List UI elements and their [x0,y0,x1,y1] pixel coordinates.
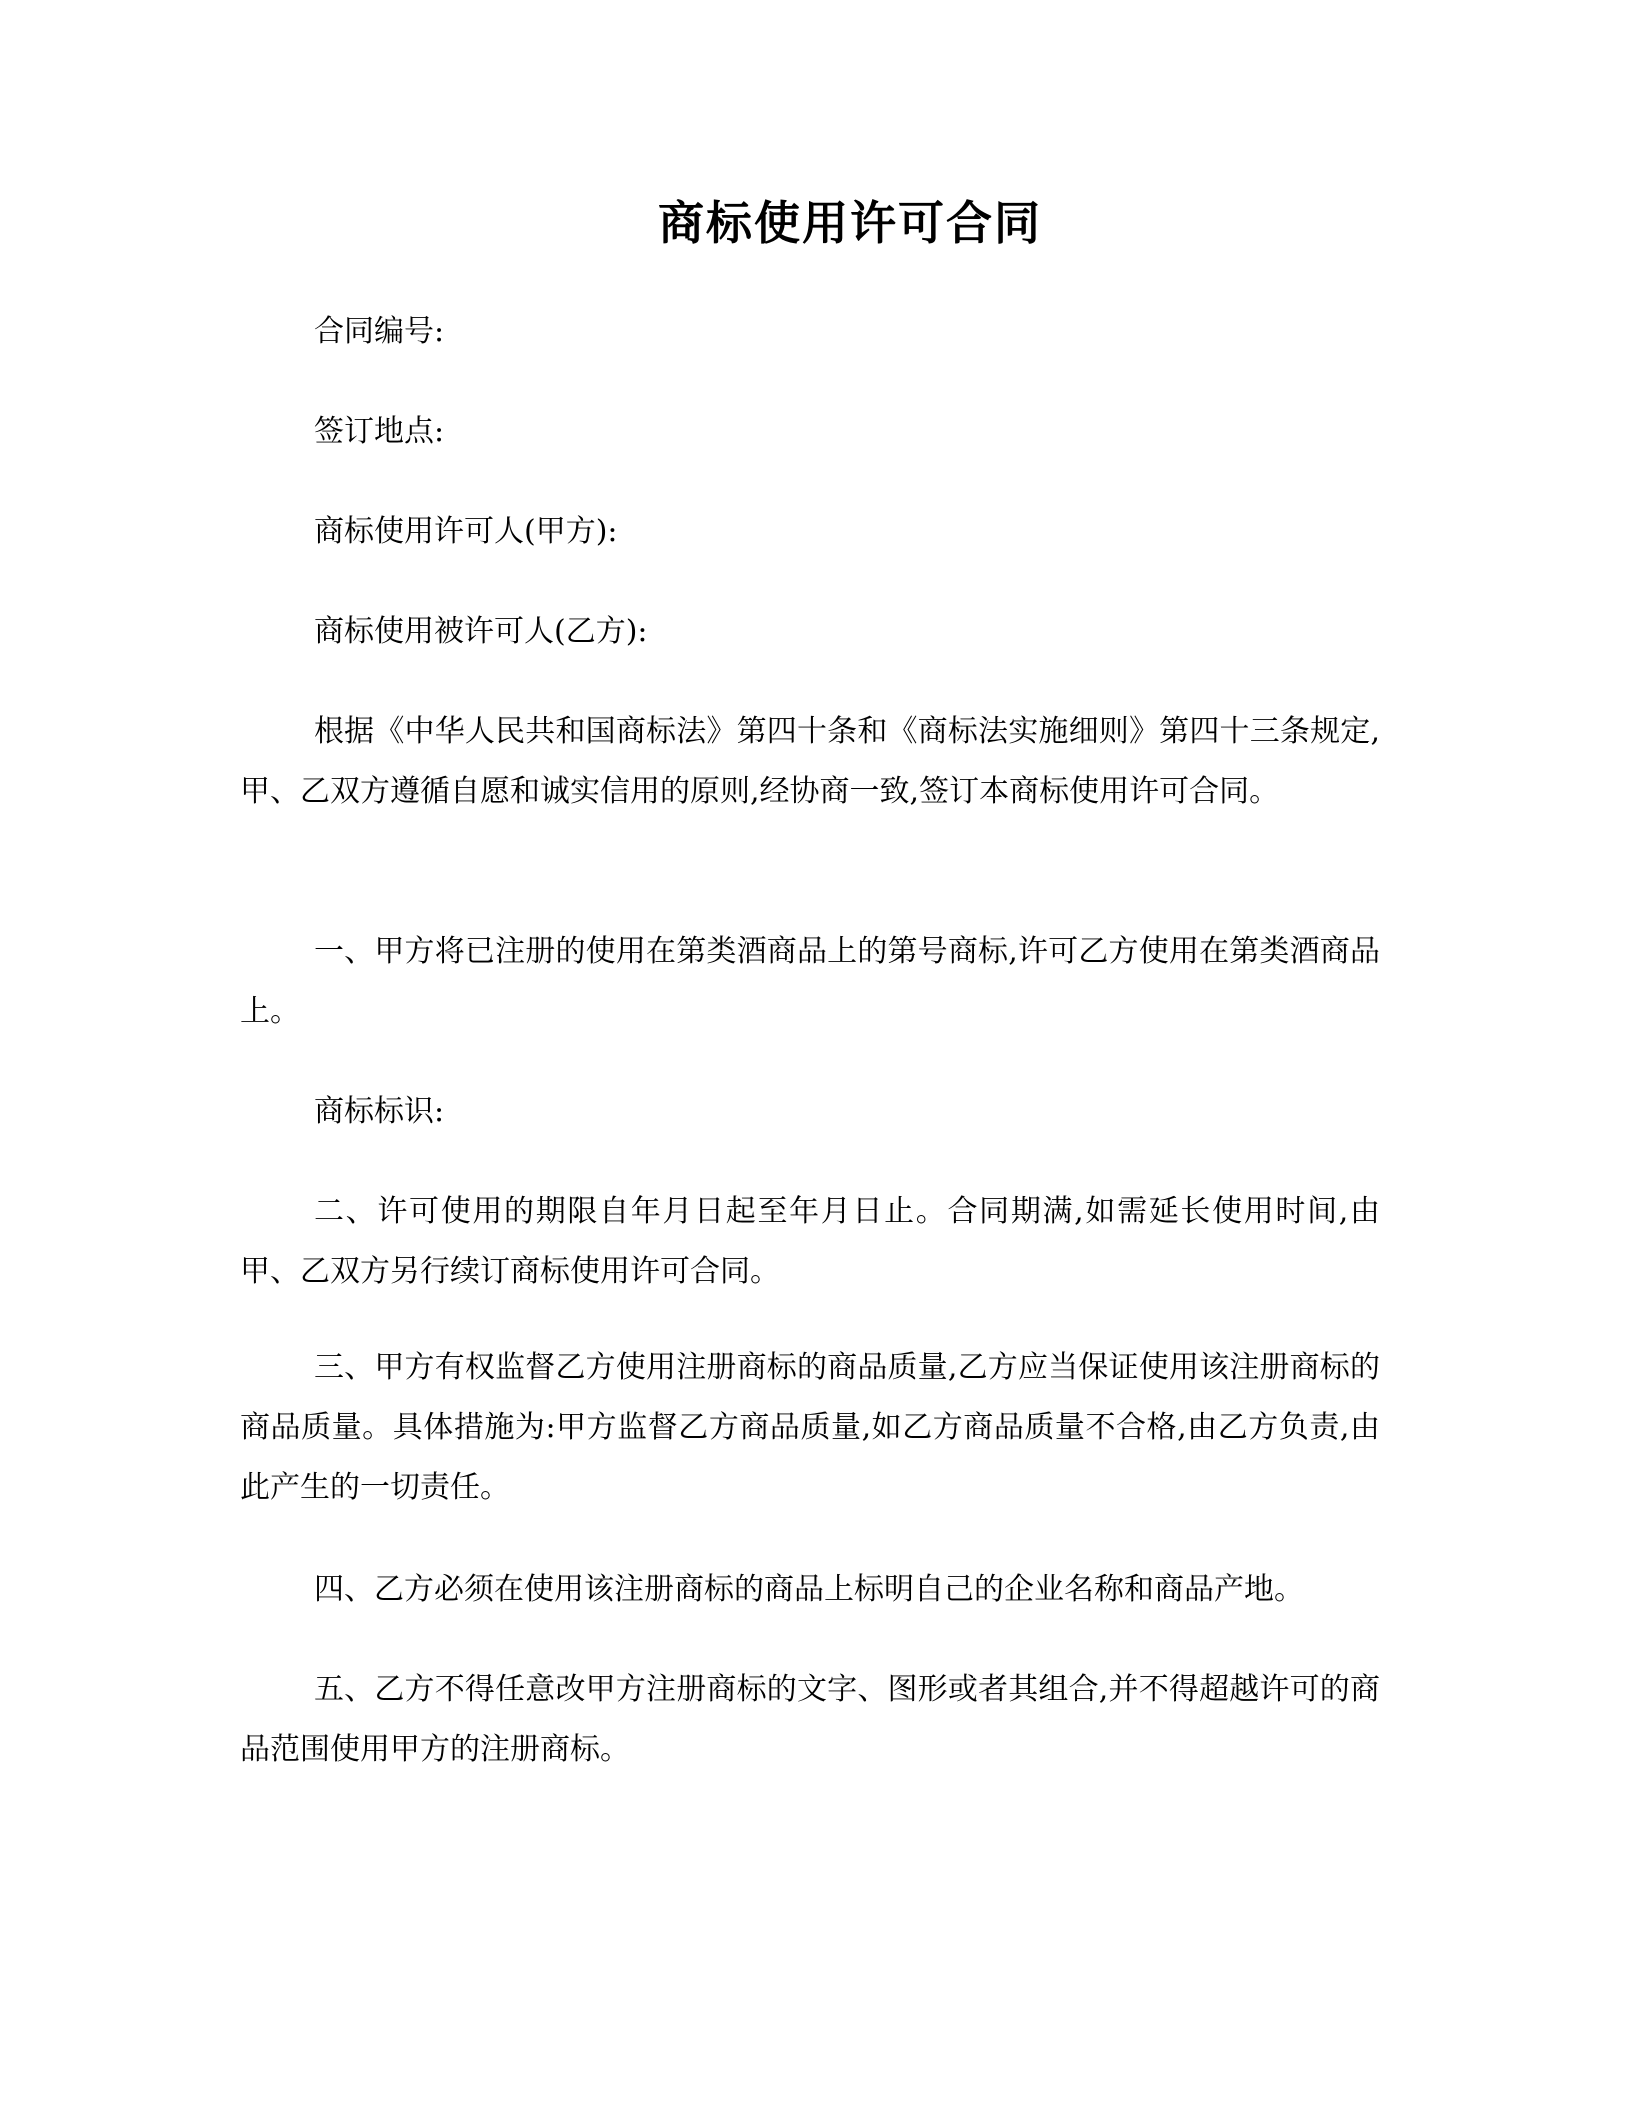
licensee-field: 商标使用被许可人(乙方): [314,614,648,649]
document-title: 商标使用许可合同 [658,196,1042,250]
signing-place-field: 签订地点: [314,414,445,449]
preamble-paragraph: 根据《中华人民共和国商标法》第四十条和《商标法实施细则》第四十三条规定,甲、乙双方遵循自愿和诚实信用的原则,经协商一致,签订本商标使用许可合同。 [240,714,1380,809]
clause-1-paragraph: 一、甲方将已注册的使用在第类酒商品上的第号商标,许可乙方使用在第类酒商品上。 [240,934,1380,1029]
clause-3-paragraph: 三、甲方有权监督乙方使用注册商标的商品质量,乙方应当保证使用该注册商标的商品质量。具体措施为:甲方监督乙方商品质量,如乙方商品质量不合格,由乙方负责,由此产生的一切责任。 [240,1350,1380,1505]
clause-5-paragraph: 五、乙方不得任意改甲方注册商标的文字、图形或者其组合,并不得超越许可的商品范围使用甲方的注册商标。 [240,1672,1380,1767]
clause-4-paragraph: 四、乙方必须在使用该注册商标的商品上标明自己的企业名称和商品产地。 [314,1572,1304,1607]
contract-number-field: 合同编号: [314,314,445,349]
trademark-mark-field: 商标标识: [314,1094,445,1129]
clause-2-paragraph: 二、许可使用的期限自年月日起至年月日止。合同期满,如需延长使用时间,由甲、乙双方另行续订商标使用许可合同。 [240,1194,1380,1289]
licensor-field: 商标使用许可人(甲方): [314,514,618,549]
